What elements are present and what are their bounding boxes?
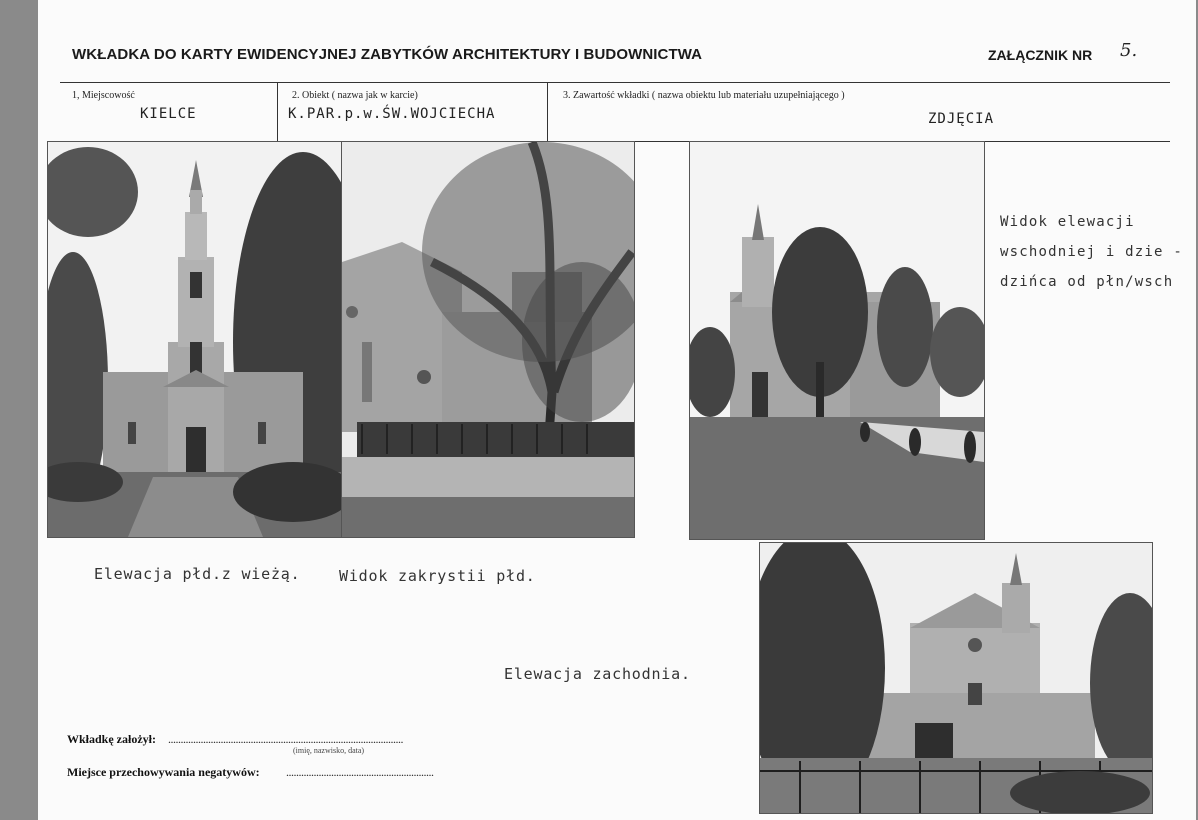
field-locality-label: 1, Miejscowość [72, 90, 135, 101]
annex-number: 5. [1120, 40, 1138, 61]
photo-south-elevation [47, 141, 342, 538]
photo-east-elevation [689, 141, 985, 540]
caption-sacristy: Widok zakrystii płd. [339, 567, 536, 585]
field-object-value: K.PAR.p.w.ŚW.WOJCIECHA [288, 106, 496, 122]
caption-east-line-1: Widok elewacji [1000, 214, 1135, 230]
negatives-storage-line[interactable]: ........................................................... [286, 765, 434, 779]
field-object-label: 2. Obiekt ( nazwa jak w karcie) [292, 90, 418, 101]
caption-west-elevation: Elewacja zachodnia. [504, 665, 691, 683]
photo-west-elevation [759, 542, 1153, 814]
record-card-sheet [38, 0, 1196, 820]
created-by-line[interactable]: .............................................................................................. [168, 732, 403, 746]
created-by-label: Wkładkę założył: [67, 732, 156, 746]
header-top-rule [60, 82, 1170, 83]
created-by-hint: (imię, nazwisko, data) [293, 746, 365, 755]
caption-east-elevation [1000, 207, 1183, 297]
negatives-storage-label: Miejsce przechowywania negatywów: [67, 765, 260, 779]
photo-sacristy [341, 141, 635, 538]
field-content-label: 3. Zawartość wkładki ( nazwa obiektu lub materiału uzupełniającego ) [563, 90, 845, 101]
caption-south-elevation: Elewacja płd.z wieżą. [94, 565, 301, 583]
caption-east-line-2: wschodniej i dzie - [1000, 244, 1183, 260]
caption-east-line-3: dzińca od płn/wsch [1000, 274, 1174, 290]
field-locality-value: KIELCE [140, 106, 197, 122]
field-divider-2 [547, 82, 548, 141]
field-content-value: ZDJĘCIA [928, 111, 995, 127]
field-divider-1 [277, 82, 278, 141]
card-title: WKŁADKA DO KARTY EWIDENCYJNEJ ZABYTKÓW ARCHITEKTURY I BUDOWNICTWA [72, 46, 703, 63]
annex-label: ZAŁĄCZNIK NR [988, 47, 1093, 63]
